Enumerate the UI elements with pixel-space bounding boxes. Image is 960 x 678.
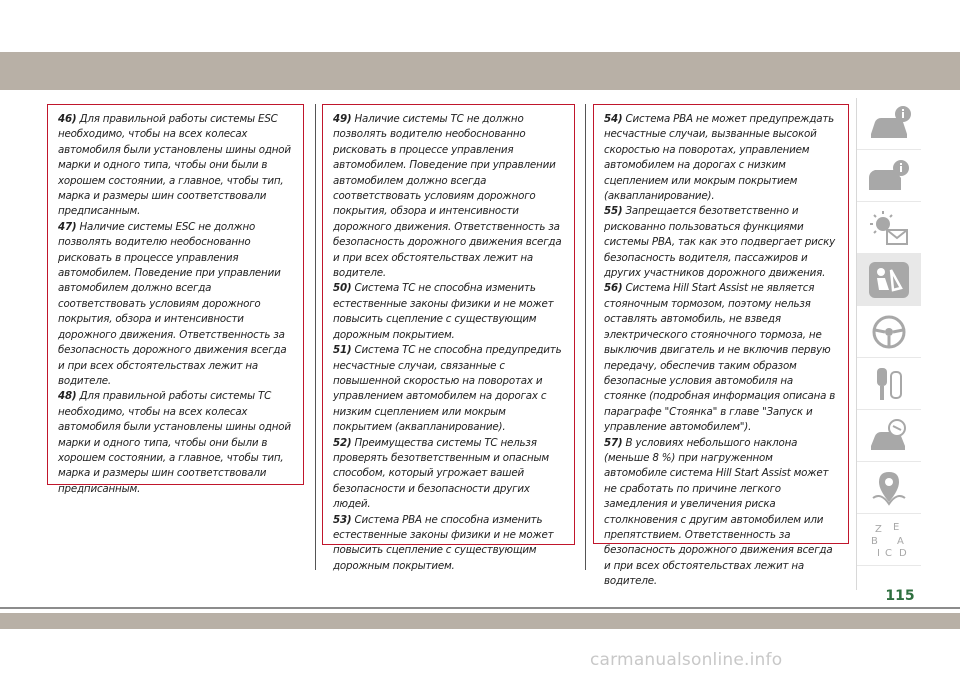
column-divider-2 [585, 104, 586, 570]
page-number: 115 [885, 588, 915, 604]
alphabet-index-icon[interactable] [857, 514, 921, 566]
footer-band [0, 613, 960, 629]
note-53: 53) Система PBA не способна изменить естественные законы физики и не может повысить сцепление с существующим дорожным покрытием. [333, 513, 554, 572]
note-52: 52) Преимущества системы TC нельзя проверять безответственным и опасным способом, который угрожает вашей безопасности и безопасности других людей. [333, 436, 549, 511]
warning-box-column-1 [47, 104, 304, 495]
svg-text:E: E [893, 521, 900, 533]
car-dashboard-icon[interactable] [857, 150, 921, 202]
warning-box-column-3 [593, 104, 849, 588]
note-56: 56) Система Hill Start Assist не является стояночным тормозом, поэтому нельзя оставлять автомобиль, не взведя электрического стояночного тормоза, не выключив двигатель и не включив первую передачу, обеспечив таким образом безопасные условия автомобиля на стоянке (подробная информация описана в параграфе "Стоянка" в главе "Запуск и управление автомобилем"). [604, 282, 836, 434]
svg-text:A: A [897, 535, 904, 547]
warning-box-column-2 [322, 104, 575, 572]
note-54: 54) Система PBA не может предупреждать несчастные случаи, вызванные высокой скоростью на поворотах, управлением автомобилем на дорогах с низким сцеплением или мокрым покрытием (аквапланирование). [604, 113, 835, 203]
note-55: 55) Запрещается безответственно и рискованно пользоваться функциями системы PBA, так как это подвергает риску безопасность водителя, пассажиров и других участников дорожного движения. [604, 205, 836, 280]
column-divider-1 [315, 104, 316, 570]
svg-text:Z: Z [875, 523, 882, 535]
note-50: 50) Система TC не способна изменить естественные законы физики и не может повысить сцепление с существующим дорожным покрытием. [333, 282, 554, 341]
note-48: 48) Для правильной работы системы TC необходимо, чтобы на всех колесах автомобиля были установлены шины одной марки и одного типа, чтобы они были в хорошем состоянии, а главное, чтобы тип, марка и размеры шин соответствовали предписанным. [58, 390, 291, 495]
steering-wheel-icon[interactable] [857, 306, 921, 358]
watermark: carmanualsonline.info [590, 650, 783, 670]
header-band [0, 52, 960, 90]
key-icon[interactable] [857, 358, 921, 410]
navigation-pin-icon[interactable] [857, 462, 921, 514]
note-46: 46) Для правильной работы системы ESC необходимо, чтобы на всех колесах автомобиля были установлены шины одной марки и одного типа, чтобы они были в хорошем состоянии, а главное, чтобы тип, марка и размеры шин соответствовали предписанным. [58, 113, 291, 218]
airbag-seat-icon[interactable] [857, 254, 921, 306]
svg-text:C: C [885, 547, 892, 559]
note-49: 49) Наличие системы TC не должно позволять водителю необоснованно рисковать в процессе управления автомобилем. Поведение при управлении автомобилем должно всегда соответствовать условиям дорожного покрытия, обзора и интенсивности дорожного движения. Ответственность за безопасность дорожного движения всегда и при всех обстоятельствах лежит на водителе. [333, 113, 562, 280]
sun-envelope-icon[interactable] [857, 202, 921, 254]
car-tools-icon[interactable] [857, 410, 921, 462]
note-57: 57) В условиях небольшого наклона (меньше 8 %) при нагруженном автомобиле система Hill Start Assist может не сработать по причине легкого замедления и увеличения риска столкновения с другим автомобилем или препятствием. Ответственность за безопасность дорожного движения всегда и при всех обстоятельствах лежит на водителе. [604, 436, 833, 588]
car-info-icon[interactable] [857, 98, 921, 150]
svg-text:D: D [899, 547, 907, 559]
svg-text:B: B [871, 535, 878, 547]
note-51: 51) Система TC не способна предупредить несчастные случаи, связанные с повышенной скоростью на поворотах и управлением автомобилем на дорогах с низким сцеплением или мокрым покрытием (аквапланирование). [333, 344, 562, 434]
footer-divider [0, 607, 960, 609]
svg-text:I: I [877, 547, 880, 559]
chapter-sidebar [856, 98, 921, 590]
note-47: 47) Наличие системы ESC не должно позволять водителю необоснованно рисковать в процессе управления автомобилем. Поведение при управлении автомобилем должно всегда соответствовать условиям дорожного покрытия, обзора и интенсивности дорожного движения. Ответственность за безопасность дорожного движения всегда и при всех обстоятельствах лежит на водителе. [58, 220, 287, 387]
